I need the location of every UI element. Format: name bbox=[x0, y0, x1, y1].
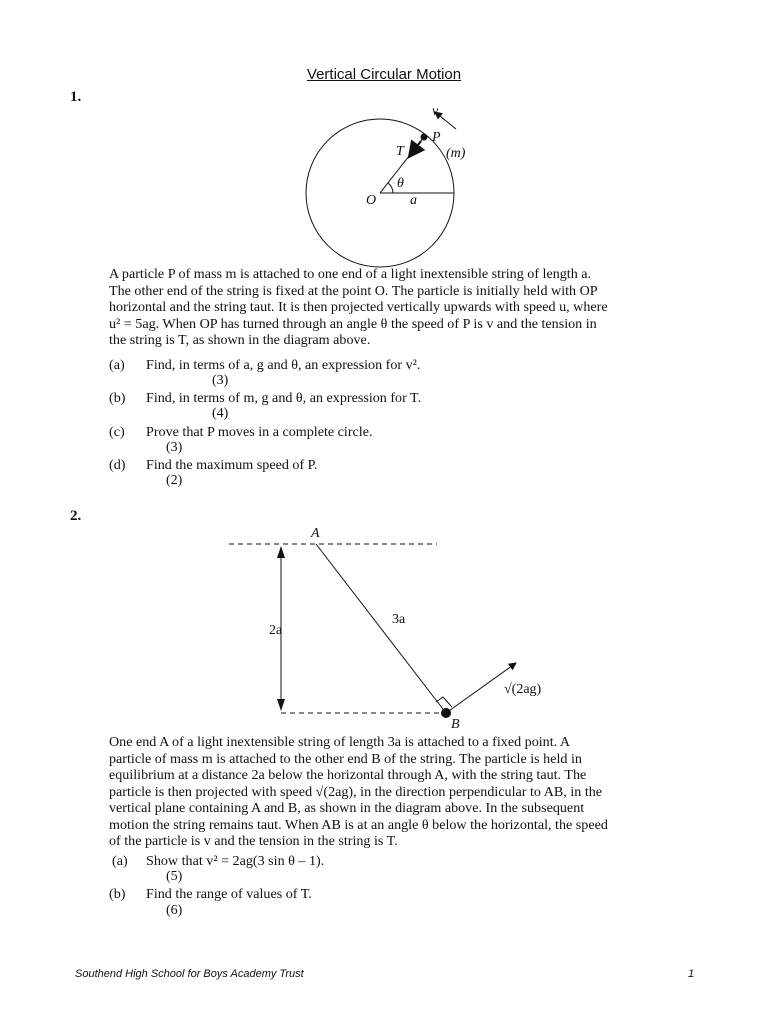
label-o: O bbox=[366, 193, 377, 208]
label-a-point: A bbox=[311, 526, 320, 541]
q1-marks-d: (2) bbox=[166, 473, 183, 488]
tension-arrow bbox=[409, 141, 421, 157]
footer-page-number: 1 bbox=[688, 968, 695, 980]
q2-diagram bbox=[229, 526, 542, 732]
label-3a: 3a bbox=[392, 612, 406, 627]
question-2-number: 2. bbox=[70, 508, 82, 524]
label-a: a bbox=[410, 193, 417, 208]
right-angle-mark bbox=[436, 697, 452, 707]
question-1-number: 1. bbox=[70, 89, 82, 105]
label-b-point: B bbox=[451, 717, 460, 732]
footer-school: Southend High School for Boys Academy Trust bbox=[75, 968, 304, 980]
height-arrow-up bbox=[277, 546, 285, 558]
q1-marks-a: (3) bbox=[212, 373, 229, 388]
q1-part-c: (c) Prove that P moves in a complete circle. bbox=[109, 424, 373, 440]
q1-marks-b: (4) bbox=[212, 406, 229, 421]
q2-part-b: (b) Find the range of values of T. bbox=[109, 886, 312, 902]
q2-marks-a: (5) bbox=[166, 869, 183, 884]
q1-part-a: (a) Find, in terms of a, g and θ, an expression for v². bbox=[109, 357, 421, 373]
height-arrow-down bbox=[277, 699, 285, 711]
particle-p bbox=[421, 134, 428, 141]
string-ab bbox=[316, 544, 446, 713]
q1-marks-c: (3) bbox=[166, 440, 183, 455]
q2-text: One end A of a light inextensible string of length 3a is attached to a fixed point. A particle of mass m is attached to the other end B of the string. The particle is held in equilibrium at a distance 2a below the horizontal through A, with the string taut. The particle is then projected with speed √(2ag), in the direction perpendicular to AB, in the vertical plane containing A and B, as shown in the diagram above. In the subsequent motion the string remains taut. When AB is at an angle θ below the horizontal, the speed of the particle is v and the tension in the string is T. bbox=[109, 734, 608, 849]
page-title: Vertical Circular Motion bbox=[306, 66, 462, 83]
label-p: P bbox=[432, 130, 441, 145]
label-v: v bbox=[432, 104, 439, 119]
q2-marks-b: (6) bbox=[166, 903, 183, 918]
label-m: (m) bbox=[446, 146, 466, 161]
label-theta: θ bbox=[397, 176, 404, 191]
label-speed: √(2ag) bbox=[504, 682, 542, 697]
q2-part-a: (a) Show that v² = 2ag(3 sin θ – 1). bbox=[112, 853, 325, 869]
label-t: T bbox=[396, 144, 404, 159]
q1-text: A particle P of mass m is attached to one end of a light inextensible string of length a. The other end of the string is fixed at the point O. The particle is initially held with OP horizontal and the string taut. It is then projected vertically upwards with speed u, where u² = 5ag. When OP has turned through an angle θ the speed of P is v and the tension in the string is T, as shown in the diagram above. bbox=[109, 266, 608, 348]
theta-arc bbox=[388, 183, 393, 193]
q1-part-d: (d) Find the maximum speed of P. bbox=[109, 457, 318, 473]
q1-part-b: (b) Find, in terms of m, g and θ, an expression for T. bbox=[109, 390, 422, 406]
label-2a: 2a bbox=[269, 623, 283, 638]
